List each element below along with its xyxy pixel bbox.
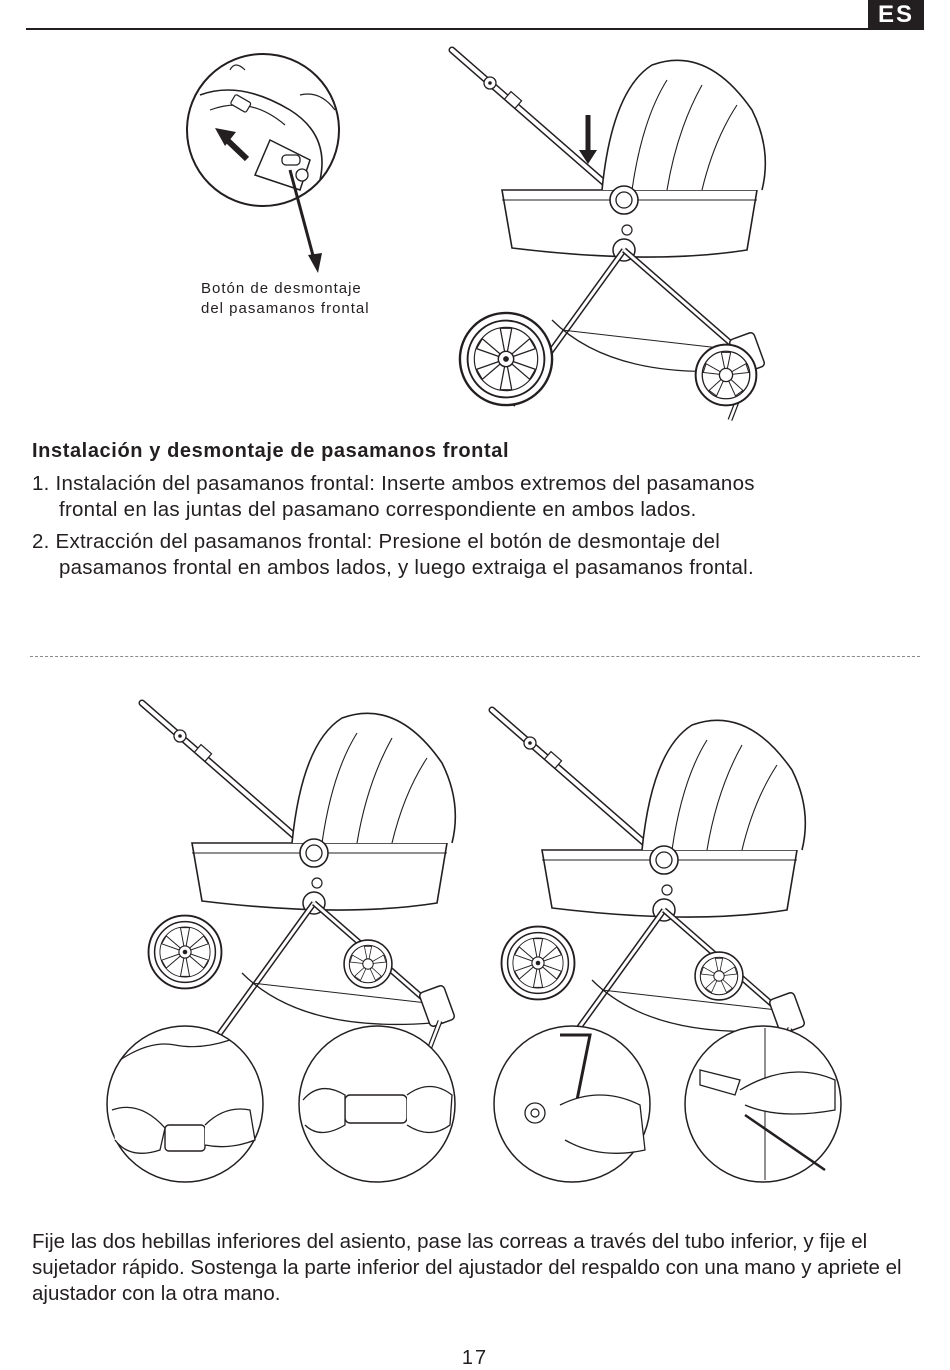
buckle-detail-2: [299, 1026, 455, 1182]
callout-label: [201, 279, 370, 319]
stroller-front-bar-illustration: [452, 50, 765, 420]
page-number: 17: [461, 1347, 489, 1369]
step-item: [32, 529, 754, 581]
language-badge: ES: [868, 0, 924, 30]
step-line: pasamanos frontal en ambos lados, y luego extraiga el pasamanos frontal.: [59, 556, 754, 579]
buckle-detail-1: [107, 1026, 263, 1182]
step-line: frontal en las juntas del pasamano correspondiente en ambos lados.: [59, 498, 697, 521]
instruction-paragraph: Fije las dos hebillas inferiores del asiento, pase las correas a través del tubo inferior, y fije el sujetador rápido. Sostenga la parte inferior del ajustador del respaldo con una mano y apriete el ajustador con la otra mano.: [32, 1230, 902, 1305]
adjuster-detail-4: [685, 1026, 841, 1182]
callout-line-1: Botón de desmontaje: [201, 280, 362, 297]
section-divider: [30, 656, 920, 657]
header-rule: [26, 28, 924, 30]
zoom-detail-illustration: [187, 54, 339, 273]
step-line: 1. Instalación del pasamanos frontal: Inserte ambos extremos del pasamanos: [32, 472, 755, 495]
step-line: 2. Extracción del pasamanos frontal: Presione el botón de desmontaje del: [32, 530, 721, 553]
stroller-illustration-left: [142, 703, 455, 1073]
callout-line-2: del pasamanos frontal: [201, 300, 370, 317]
stroller-illustration-right: [492, 710, 805, 1080]
adjuster-detail-3: [494, 1026, 650, 1182]
step-item: [32, 471, 755, 523]
section-title: Instalación y desmontaje de pasamanos frontal: [32, 440, 510, 462]
